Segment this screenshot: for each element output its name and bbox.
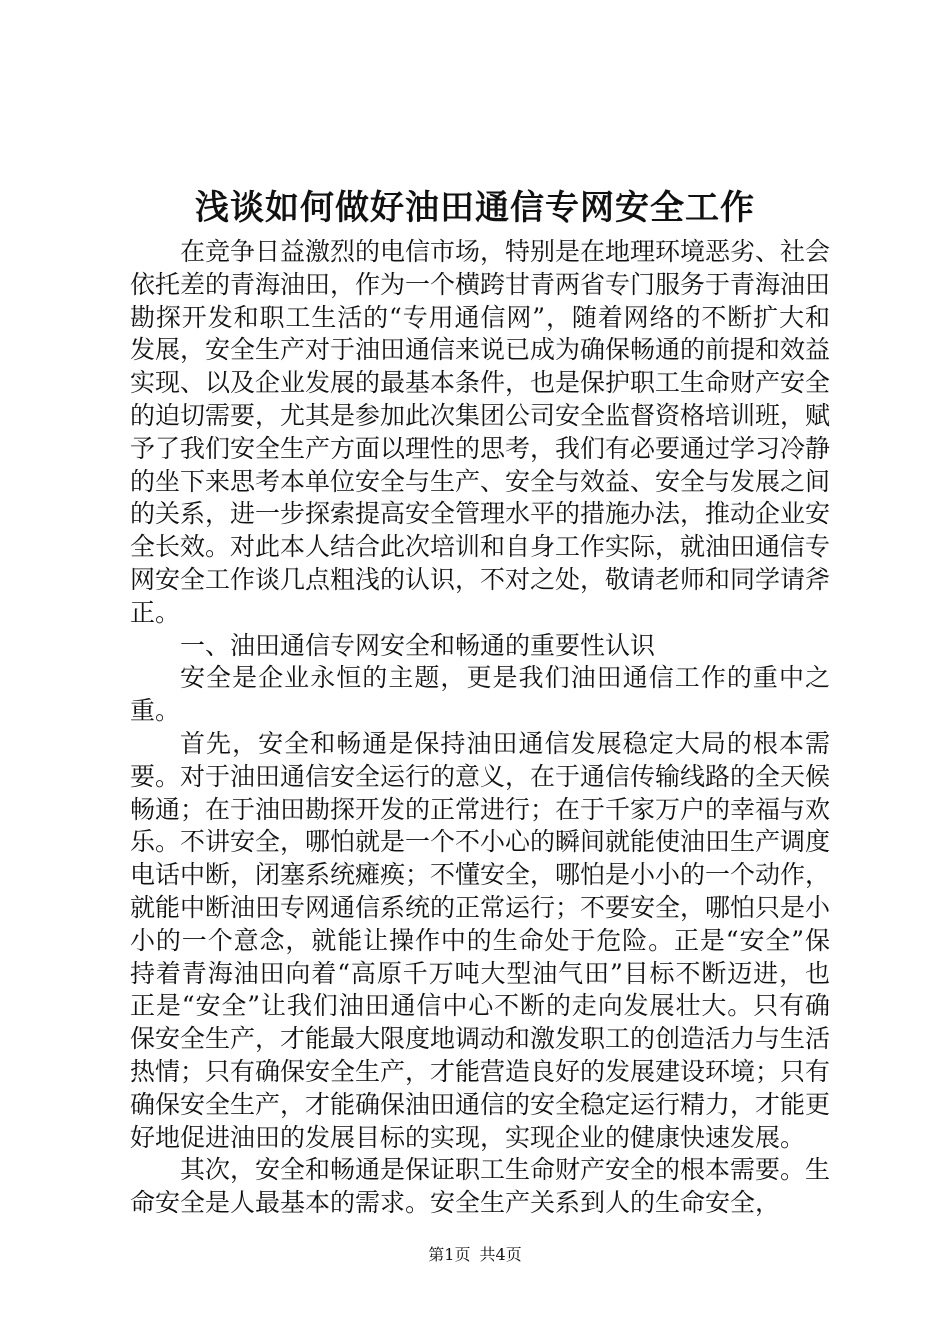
section-heading-1: 一、油田通信专网安全和畅通的重要性认识	[180, 630, 656, 660]
paragraph-first-point: 首先，安全和畅通是保持油田通信发展稳定大局的根本需要。对于油田通信安全运行的意义，在于通信传输线路的全天候畅通；在于油田勘探开发的正常进行；在于千家万户的幸福与欢乐。不讲安全，哪怕就是一个不小心的瞬间就能使油田生产调度电话中断，闭塞系统瘫痪；不懂安全，哪怕是小小的一个动作，就能中断油田专网通信系统的正常运行；不要安全，哪怕只是小小的一个意念，就能让操作中的生命处于危险。正是“安全”保持着青海油田向着“高原千万吨大型油气田”目标不断迈进，也正是“安全”让我们油田通信中心不断的走向发展壮大。只有确保安全生产，才能最大限度地调动和激发职工的创造活力与生活热情；只有确保安全生产，才能营造良好的发展建设环境；只有确保安全生产，才能确保油田通信的安全稳定运行精力，才能更好地促进油田的发展目标的实现，实现企业的健康快速发展。	[130, 728, 831, 1152]
paragraph-second-point: 其次，安全和畅通是保证职工生命财产安全的根本需要。生命安全是人最基本的需求。安全生产关系到人的生命安全，	[130, 1155, 831, 1218]
page-number: 第1页	[428, 1245, 471, 1264]
paragraph-safety-theme: 安全是企业永恒的主题，更是我们油田通信工作的重中之重。	[130, 663, 830, 726]
paragraph-intro: 在竞争日益激烈的电信市场，特别是在地理环境恶劣、社会依托差的青海油田，作为一个横跨甘青两省专门服务于青海油田勘探开发和职工生活的“专用通信网”，随着网络的不断扩大和发展，安全生产对于油田通信来说已成为确保畅通的前提和效益实现、以及企业发展的最基本条件，也是保护职工生命财产安全的迫切需要，尤其是参加此次集团公司安全监督资格培训班，赋予了我们安全生产方面以理性的思考，我们有必要通过学习冷静的坐下来思考本单位安全与生产、安全与效益、安全与发展之间的关系，进一步探索提高安全管理水平的措施办法，推动企业安全长效。对此本人结合此次培训和自身工作实际，就油田通信专网安全工作谈几点粗浅的认识，不对之处，敬请老师和同学请斧正。	[130, 237, 831, 627]
page-footer	[0, 1244, 950, 1266]
document-body	[130, 236, 830, 1220]
total-pages: 共4页	[479, 1245, 522, 1264]
document-title: 浅谈如何做好油田通信专网安全工作	[195, 188, 755, 228]
